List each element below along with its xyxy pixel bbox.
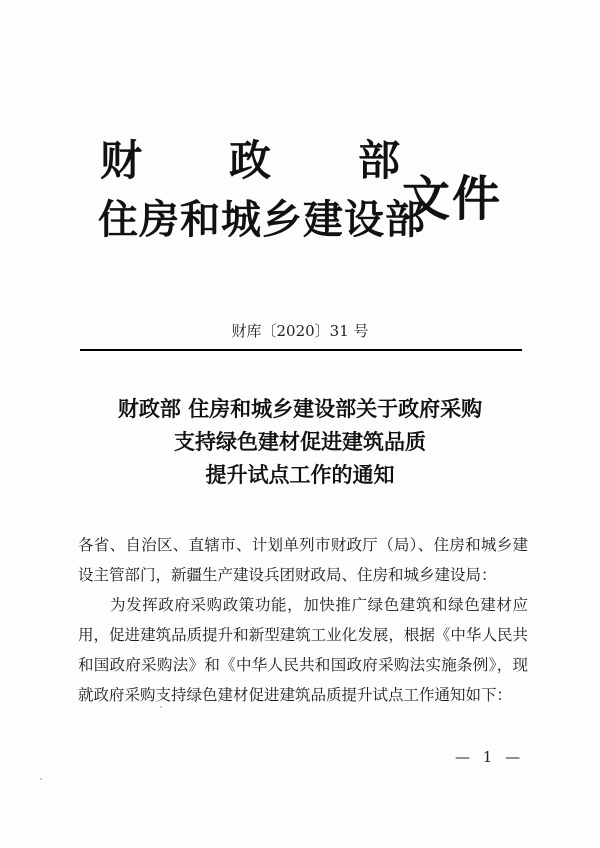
document-body	[78, 530, 528, 710]
scan-speck	[40, 778, 42, 780]
document-number: 财库〔2020〕31 号	[231, 322, 369, 340]
salutation-paragraph: 各省、自治区、直辖市、计划单列市财政厅（局）、住房和城乡建设主管部门，新疆生产建设兵团财政局、住房和城乡建设局：	[78, 536, 528, 584]
title-line-3: 提升试点工作的通知	[205, 462, 395, 487]
org1-char-1: 财	[100, 136, 143, 185]
org1-char-2: 政	[228, 136, 271, 185]
issuing-org-ministry-of-finance	[100, 128, 400, 188]
org1-char-3: 部	[357, 136, 400, 185]
header-divider	[80, 349, 522, 351]
title-line-1: 财政部 住房和城乡建设部关于政府采购	[117, 396, 483, 421]
page-number: — 1 —	[455, 748, 525, 766]
issuing-org-housing-ministry: 住房和城乡建设部	[98, 196, 426, 243]
title-line-2: 支持绿色建材促进建筑品质	[174, 429, 426, 454]
body-paragraph-1: 为发挥政府采购政策功能，加快推广绿色建筑和绿色建材应用，促进建筑品质提升和新型建筑工业化发展，根据《中华人民共和国政府采购法》和《中华人民共和国政府采购法实施条例》，现就政府采购支持绿色建材促进建筑品质提升试点工作通知如下：	[78, 596, 528, 704]
scan-speck	[160, 706, 162, 708]
document-header-suffix: 文件	[402, 171, 503, 227]
document-title	[0, 392, 600, 491]
